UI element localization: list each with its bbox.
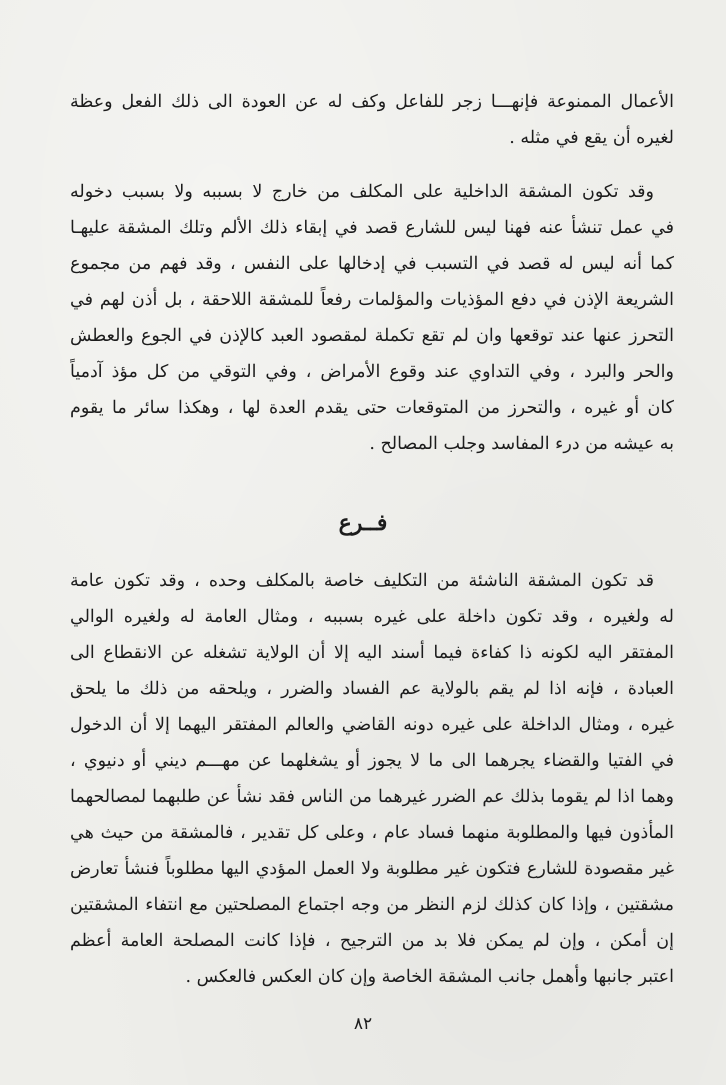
paragraph-2-line: الشريعة الإذن في دفع المؤذيات والمؤلمات رفعاً للمشقة اللاحقة ، بل أذن لهم في [70, 290, 674, 310]
paragraph-3-line: غيره ، ومثال الداخلة على غيره دونه القاضي والعالم المفتقر اليهما إلا أن الدخول [70, 715, 674, 735]
paragraph-1-line: الأعمال الممنوعة فإنهـــا زجر للفاعل وكف له عن العودة الى ذلك الفعل وعظة [70, 92, 674, 112]
paragraph-2-line: كما أنه ليس له قصد في التسبب في إدخالها على النفس ، وقد فهم من مجموع [70, 254, 674, 274]
paragraph-3-line: المفتقر اليه لكونه ذا كفاءة فيما أسند اليه إلا أن الولاية تشغله عن الانقطاع الى [70, 643, 674, 663]
paragraph-3-line: في الفتيا والقضاء يجرهما الى ما لا يجوز أو يشغلهما عن مهـــم ديني أو دنيوي ، [70, 751, 674, 771]
paragraph-3-line: اعتبر جانبها وأهمل جانب المشقة الخاصة وإن كان العكس فالعكس . [185, 967, 674, 987]
paragraph-3-line: له ولغيره ، وقد تكون داخلة على غيره بسببه ، ومثال العامة له ولغيره الوالي [70, 607, 674, 627]
paragraph-3-line: قد تكون المشقة الناشئة من التكليف خاصة بالمكلف وحده ، وقد تكون عامة [70, 571, 654, 591]
paragraph-2-line: كان أو غيره ، والتحرز من المتوقعات حتى يقدم العدة لها ، وهكذا سائر ما يقوم [70, 398, 674, 418]
paragraph-2-line: التحرز عنها عند توقعها وان لم تقع تكملة لمقصود العبد كالإذن في الجوع والعطش [70, 326, 674, 346]
paragraph-3-line: العبادة ، فإنه اذا لم يقم بالولاية عم الفساد والضرر ، ويلحقه من ذلك ما يلحق [70, 679, 674, 699]
paragraph-1-line: لغيره أن يقع في مثله . [509, 128, 674, 148]
paragraph-3-line: إن أمكن ، وإن لم يمكن فلا بد من الترجيح ، فإذا كانت المصلحة العامة أعظم [70, 931, 674, 951]
paragraph-2 [70, 174, 674, 462]
paragraph-2-line: والحر والبرد ، وفي التداوي عند وقوع الأمراض ، وفي التوقي من كل مؤذ آدمياً [70, 362, 674, 382]
paragraph-2-line: في عمل تنشأ عنه فهنا ليس للشارع قصد في إبقاء ذلك الألم وتلك المشقة عليهـا [70, 218, 674, 238]
paragraph-2-line: وقد تكون المشقة الداخلية على المكلف من خارج لا بسببه ولا بسبب دخوله [70, 182, 654, 202]
paragraph-1 [70, 84, 674, 156]
paragraph-3-line: غير مقصودة للشارع فتكون غير مطلوبة ولا العمل المؤدي اليها مطلوباً فنشأ تعارض [70, 859, 674, 879]
page-number: ٨٢ [353, 1014, 373, 1034]
section-heading: فــرع [338, 510, 388, 536]
paragraph-3-line: وهما اذا لم يقوما بذلك عم الضرر غيرهما من الناس فقد نشأ عن طلبهما لمصالحهما [70, 787, 674, 807]
paragraph-3-line: المأذون فيها والمطلوبة منهما فساد عام ، وعلى كل تقدير ، فالمشقة من حيث هي [70, 823, 674, 843]
paragraph-3 [70, 563, 674, 995]
paragraph-3-line: مشقتين ، وإذا كان كذلك لزم النظر من وجه اجتماع المصلحتين مع انتفاء المشقتين [70, 895, 674, 915]
paragraph-2-line: به عيشه من درء المفاسد وجلب المصالح . [369, 434, 674, 454]
